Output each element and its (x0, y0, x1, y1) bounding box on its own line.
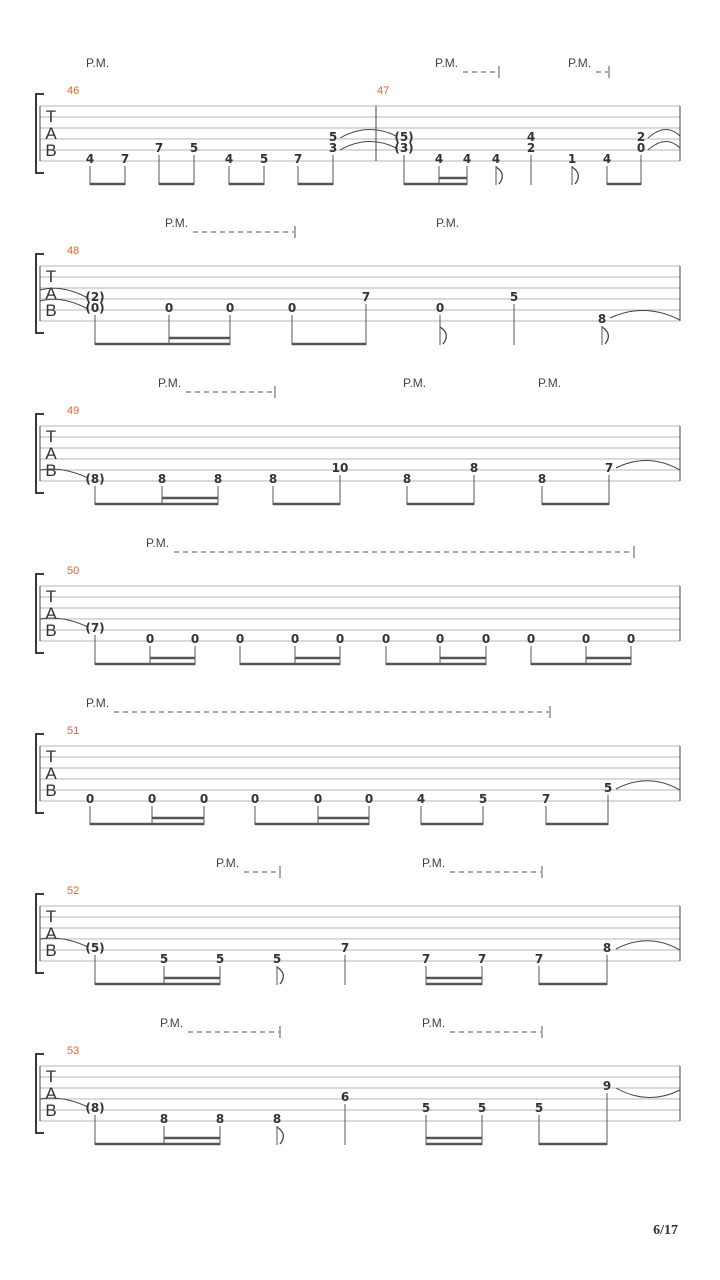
fret-number: (3) (394, 141, 414, 155)
fret-number: 0 (364, 792, 374, 806)
tab-letter-b: B (45, 301, 57, 320)
fret-number: 3 (328, 141, 338, 155)
fret-number: 9 (602, 1079, 612, 1093)
fret-number: 5 (509, 290, 519, 304)
fret-number: 0 (145, 632, 155, 646)
fret-number: 0 (636, 141, 646, 155)
fret-number: 8 (402, 472, 412, 486)
tab-letter-b: B (45, 461, 57, 480)
fret-number: 7 (120, 152, 130, 166)
fret-number: 0 (199, 792, 209, 806)
palm-mute-label: P.M. (86, 56, 110, 70)
staff-system-1 (36, 56, 680, 185)
fret-number: 8 (268, 472, 278, 486)
fret-number: 0 (164, 301, 174, 315)
fret-number: 4 (85, 152, 95, 166)
fret-number: 5 (477, 1101, 487, 1115)
fret-number: 7 (293, 152, 303, 166)
fret-number: 5 (421, 1101, 431, 1115)
fret-number: (0) (85, 301, 105, 315)
fret-number: 5 (189, 141, 199, 155)
fret-number: 0 (313, 792, 323, 806)
fret-number: 5 (328, 130, 338, 144)
fret-number: 5 (478, 792, 488, 806)
tab-letter-t: T (45, 427, 57, 446)
measure-number: 53 (67, 1045, 80, 1057)
fret-number: 7 (154, 141, 164, 155)
fret-number: 4 (462, 152, 472, 166)
fret-number: 0 (481, 632, 491, 646)
tab-letter-t: T (45, 907, 57, 926)
tab-letter-a: A (45, 764, 57, 783)
fret-number: 0 (287, 301, 297, 315)
staff-system-7 (36, 1016, 680, 1145)
palm-mute-label: P.M. (216, 856, 240, 870)
fret-number: 8 (597, 312, 607, 326)
staff-system-5 (36, 696, 680, 825)
fret-number: 0 (626, 632, 636, 646)
measure-number: 48 (67, 245, 80, 257)
tab-letter-t: T (45, 107, 57, 126)
fret-number: 7 (541, 792, 551, 806)
fret-number: 4 (416, 792, 426, 806)
tab-letter-b: B (45, 941, 57, 960)
tab-letter-b: B (45, 621, 57, 640)
fret-number: 0 (335, 632, 345, 646)
fret-number: 2 (636, 130, 646, 144)
fret-number: (8) (85, 472, 105, 486)
measure-number: 51 (67, 725, 80, 737)
fret-number: 8 (602, 941, 612, 955)
fret-number: 0 (435, 632, 445, 646)
staff-system-6 (36, 856, 680, 985)
fret-number: (2) (85, 290, 105, 304)
measure-number: 47 (377, 85, 390, 97)
fret-number: 8 (215, 1112, 225, 1126)
fret-number: 5 (603, 781, 613, 795)
tab-letter-t: T (45, 1067, 57, 1086)
fret-number: 8 (469, 461, 479, 475)
fret-number: 0 (235, 632, 245, 646)
fret-number: 6 (340, 1090, 350, 1104)
staff-system-2 (36, 216, 680, 345)
tab-letter-a: A (45, 924, 57, 943)
fret-number: (7) (85, 621, 105, 635)
fret-number: 0 (581, 632, 591, 646)
fret-number: 7 (421, 952, 431, 966)
tab-letter-b: B (45, 141, 57, 160)
tab-letter-b: B (45, 781, 57, 800)
fret-number: 8 (159, 1112, 169, 1126)
fret-number: 4 (491, 152, 501, 166)
fret-number: (5) (85, 941, 105, 955)
fret-number: 5 (259, 152, 269, 166)
fret-number: 5 (159, 952, 169, 966)
palm-mute-label: P.M. (403, 376, 427, 390)
fret-number: 0 (290, 632, 300, 646)
palm-mute-label: P.M. (538, 376, 562, 390)
fret-number: 4 (434, 152, 444, 166)
fret-number: 0 (381, 632, 391, 646)
staff-system-3 (36, 376, 680, 505)
palm-mute-label: P.M. (435, 56, 459, 70)
fret-number: 10 (331, 461, 349, 475)
tab-letter-a: A (45, 284, 57, 303)
fret-number: 0 (526, 632, 536, 646)
fret-number: 5 (272, 952, 282, 966)
fret-number: 7 (604, 461, 614, 475)
fret-number: 5 (215, 952, 225, 966)
tab-letter-a: A (45, 604, 57, 623)
fret-number: 7 (477, 952, 487, 966)
measure-number: 50 (67, 565, 80, 577)
tab-letter-t: T (45, 267, 57, 286)
palm-mute-label: P.M. (146, 536, 170, 550)
palm-mute-label: P.M. (422, 856, 446, 870)
fret-number: (5) (394, 130, 414, 144)
palm-mute-label: P.M. (86, 696, 110, 710)
fret-number: 7 (340, 941, 350, 955)
fret-number: 4 (224, 152, 234, 166)
fret-number: 2 (526, 141, 536, 155)
fret-number: 8 (537, 472, 547, 486)
page-number: 6/17 (653, 1223, 678, 1238)
fret-number: 8 (272, 1112, 282, 1126)
tab-letter-a: A (45, 124, 57, 143)
staff-system-4 (36, 536, 680, 665)
fret-number: 5 (534, 1101, 544, 1115)
fret-number: 7 (534, 952, 544, 966)
tab-letter-t: T (45, 587, 57, 606)
measure-number: 46 (67, 85, 80, 97)
palm-mute-label: P.M. (158, 376, 182, 390)
measure-number: 49 (67, 405, 80, 417)
fret-number: 1 (567, 152, 577, 166)
tab-letter-a: A (45, 1084, 57, 1103)
fret-number: 8 (157, 472, 167, 486)
fret-number: 0 (147, 792, 157, 806)
fret-number: 0 (85, 792, 95, 806)
palm-mute-label: P.M. (568, 56, 592, 70)
palm-mute-label: P.M. (160, 1016, 184, 1030)
measure-number: 52 (67, 885, 80, 897)
fret-number: 4 (526, 130, 536, 144)
palm-mute-label: P.M. (422, 1016, 446, 1030)
fret-number: 8 (213, 472, 223, 486)
palm-mute-label: P.M. (165, 216, 189, 230)
fret-number: 0 (250, 792, 260, 806)
fret-number: 4 (602, 152, 612, 166)
fret-number: 7 (361, 290, 371, 304)
tab-letter-a: A (45, 444, 57, 463)
fret-number: 0 (435, 301, 445, 315)
fret-number: 0 (190, 632, 200, 646)
fret-number: 0 (225, 301, 235, 315)
tab-letter-b: B (45, 1101, 57, 1120)
tab-letter-t: T (45, 747, 57, 766)
palm-mute-label: P.M. (436, 216, 460, 230)
fret-number: (8) (85, 1101, 105, 1115)
